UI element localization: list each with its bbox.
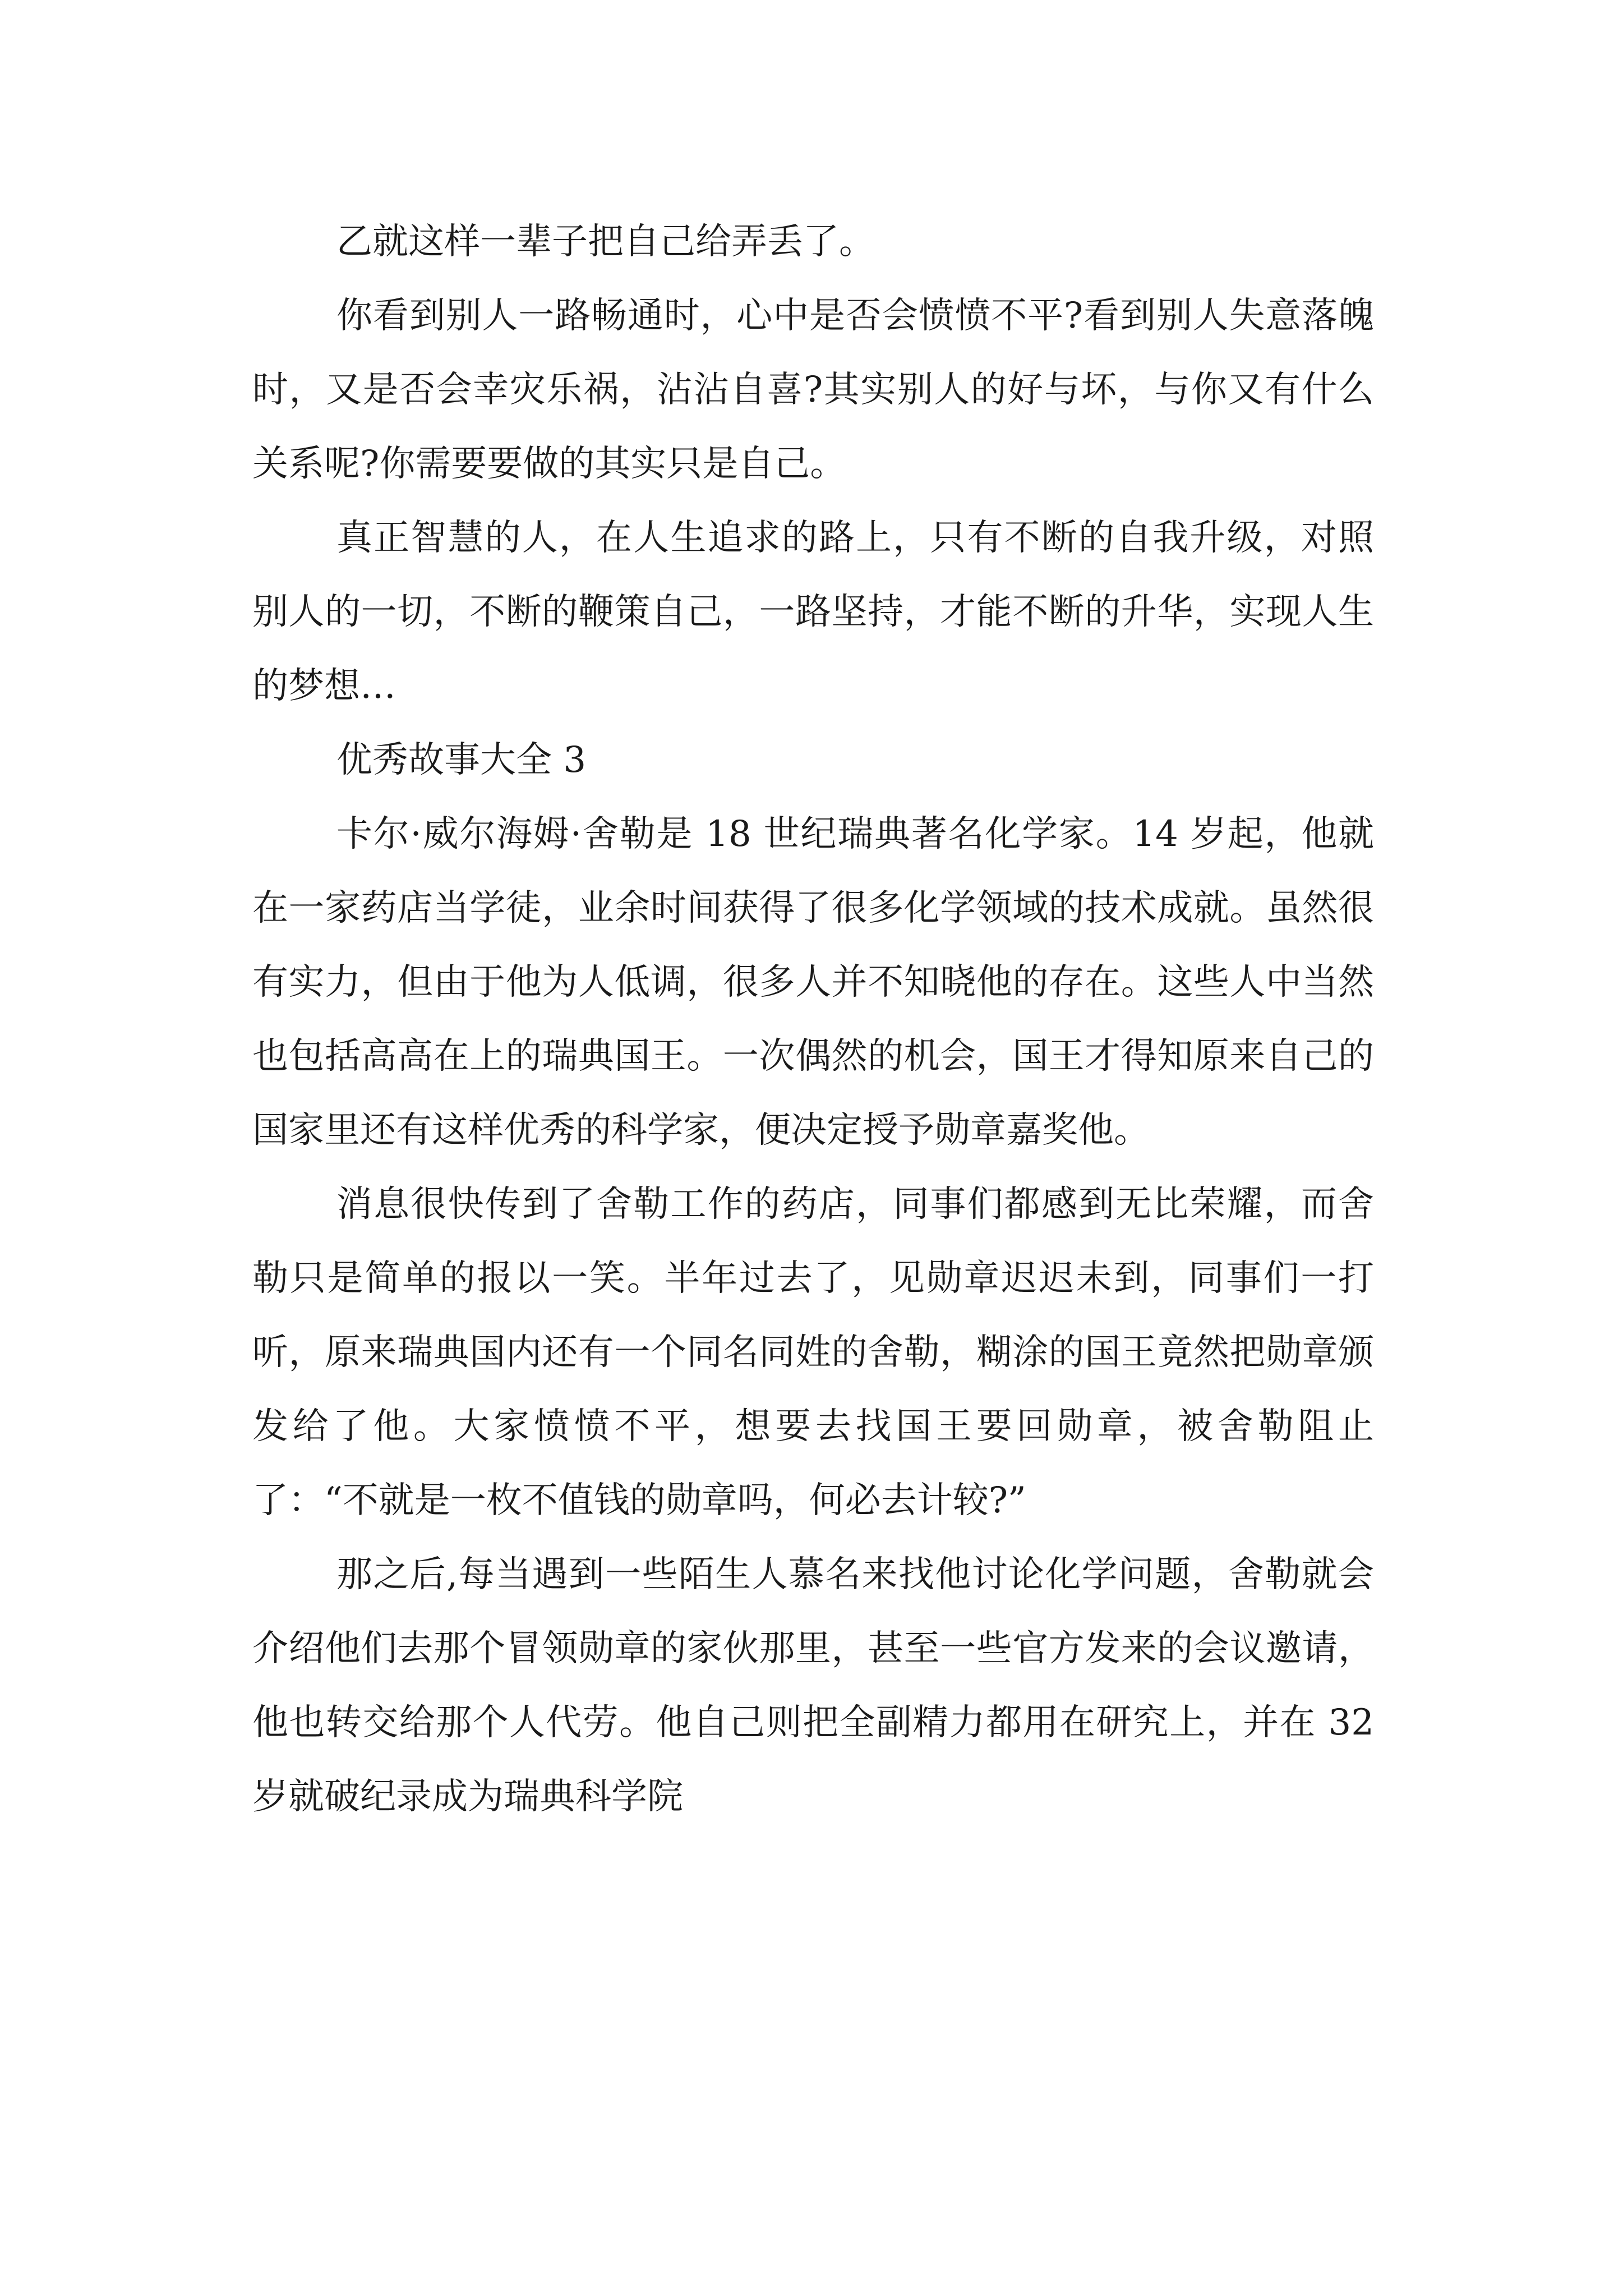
paragraph-5: 消息很快传到了舍勒工作的药店，同事们都感到无比荣耀，而舍勒只是简单的报以一笑。半年过去了，见勋章迟迟未到，同事们一打听，原来瑞典国内还有一个同名同姓的舍勒，糊涂的国王竟然把勋章颁发给了他。大家愤愤不平，想要去找国王要回勋章，被舍勒阻止了：“不就是一枚不值钱的勋章吗，何必去计较?” (252, 1184, 1374, 1521)
paragraph-2: 你看到别人一路畅通时，心中是否会愤愤不平?看到别人失意落魄时，又是否会幸灾乐祸，沾沾自喜?其实别人的好与坏，与你又有什么关系呢?你需要要做的其实只是自己。 (252, 295, 1374, 485)
paragraph-3: 真正智慧的人，在人生追求的路上，只有不断的自我升级，对照别人的一切，不断的鞭策自己，一路坚持，才能不断的升华，实现人生的梦想… (252, 517, 1374, 707)
document-body (252, 205, 1374, 1834)
section-heading: 优秀故事大全 3 (336, 739, 587, 781)
paragraph-1: 乙就这样一辈子把自己给弄丢了。 (336, 221, 875, 263)
paragraph-6: 那之后,每当遇到一些陌生人慕名来找他讨论化学问题，舍勒就会介绍他们去那个冒领勋章的家伙那里，甚至一些官方发来的会议邀请，他也转交给那个人代劳。他自己则把全副精力都用在研究上，并在 32 岁就破纪录成为瑞典科学院 (252, 1554, 1374, 1818)
paragraph-4: 卡尔·威尔海姆·舍勒是 18 世纪瑞典著名化学家。14 岁起，他就在一家药店当学徒，业余时间获得了很多化学领域的技术成就。虽然很有实力，但由于他为人低调，很多人并不知晓他的存在。这些人中当然也包括高高在上的瑞典国王。一次偶然的机会，国王才得知原来自己的国家里还有这样优秀的科学家，便决定授予勋章嘉奖他。 (252, 813, 1374, 1151)
